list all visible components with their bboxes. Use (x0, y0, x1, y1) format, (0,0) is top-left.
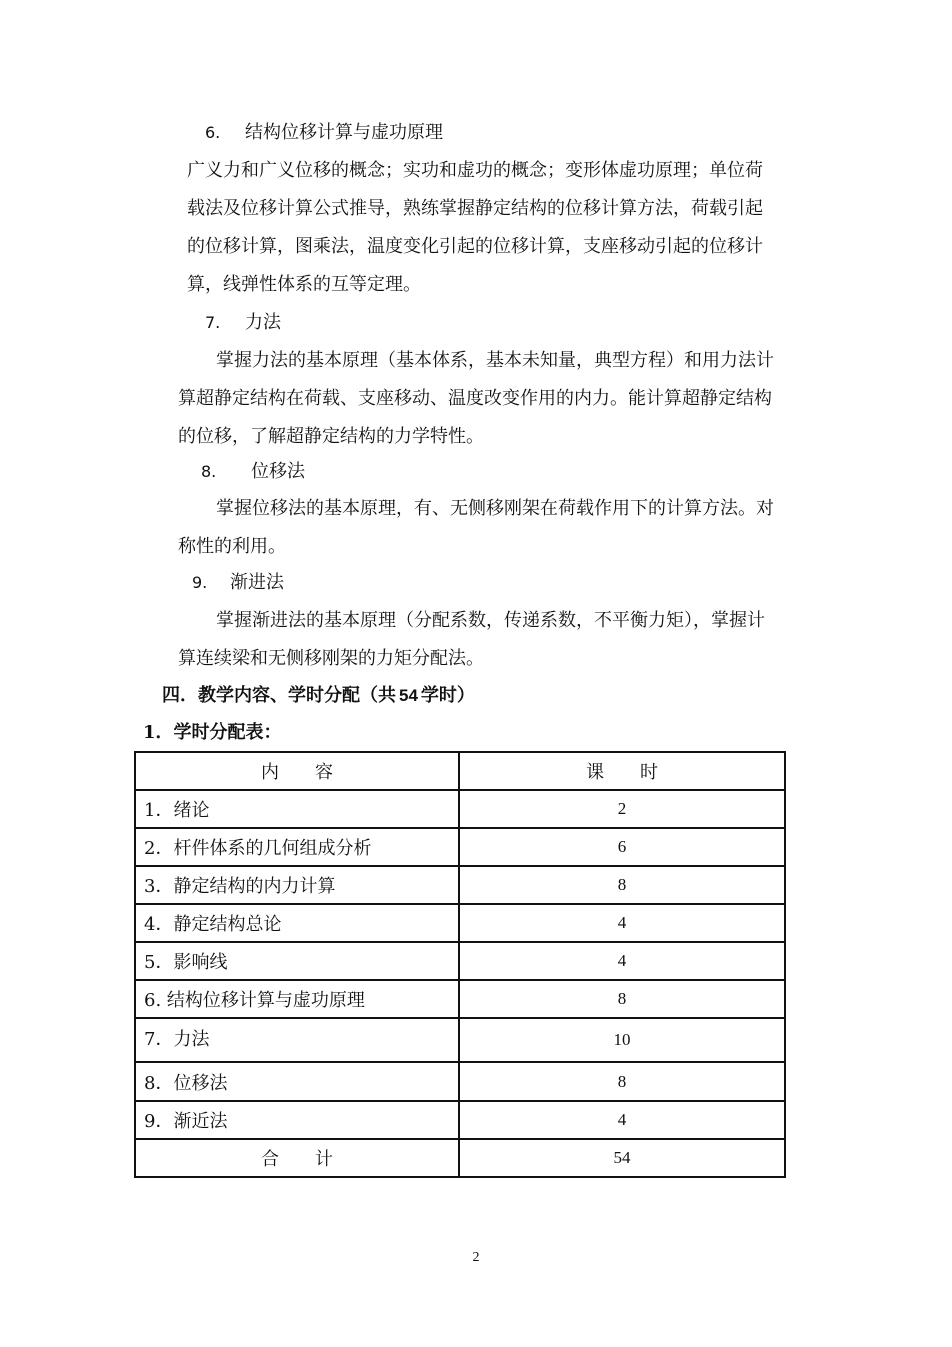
section-9-title: 渐进法 (230, 572, 284, 593)
table-row (135, 1018, 785, 1062)
header-hours: 课 时 (459, 752, 785, 790)
row-content: 6. 结构位移计算与虚功原理 (135, 980, 459, 1018)
row-content: 1．绪论 (135, 790, 459, 828)
table-row (135, 904, 785, 942)
section-8-number: 8. (201, 462, 217, 481)
row-content: 5．影响线 (135, 942, 459, 980)
row-hours: 4 (459, 942, 785, 980)
section-6-line-1: 广义力和广义位移的概念；实功和虚功的概念；变形体虚功原理；单位荷 (187, 160, 763, 181)
section-8-line-2: 称性的利用。 (178, 536, 286, 557)
section-6-line-4: 算，线弹性体系的互等定理。 (187, 274, 421, 295)
row-content: 3．静定结构的内力计算 (135, 866, 459, 904)
table-row (135, 942, 785, 980)
section-8-heading (201, 460, 305, 484)
table-header-row (135, 752, 785, 790)
header-content: 内 容 (135, 752, 459, 790)
row-content: 7．力法 (135, 1018, 459, 1062)
section-four-heading-suffix: 学时） (420, 685, 475, 706)
row-hours: 6 (459, 828, 785, 866)
section-9-line-1: 掌握渐进法的基本原理（分配系数，传递系数，不平衡力矩），掌握计 (216, 610, 765, 631)
row-content: 8．位移法 (135, 1062, 459, 1101)
table-row (135, 1062, 785, 1101)
section-7-line-2: 算超静定结构在荷载、支座移动、温度改变作用的内力。能计算超静定结构 (178, 388, 772, 409)
section-6-line-2: 载法及位移计算公式推导，熟练掌握静定结构的位移计算方法，荷载引起 (187, 198, 763, 219)
section-7-number: 7. (205, 313, 221, 332)
total-hours: 54 (459, 1139, 785, 1177)
section-four-total-hours: 54 (399, 686, 418, 705)
section-four-heading-prefix: 四．教学内容、学时分配（共 (162, 685, 396, 706)
table-row (135, 1101, 785, 1139)
row-content: 2．杆件体系的几何组成分析 (135, 828, 459, 866)
section-6-heading (205, 121, 443, 145)
section-7-line-1: 掌握力法的基本原理（基本体系，基本未知量，典型方程）和用力法计 (216, 350, 774, 371)
section-7-line-3: 的位移，了解超静定结构的力学特性。 (178, 426, 484, 447)
row-hours: 8 (459, 866, 785, 904)
section-8-line-1: 掌握位移法的基本原理，有、无侧移刚架在荷载作用下的计算方法。对 (216, 498, 774, 519)
section-four-heading (162, 684, 475, 708)
table-caption: 1．学时分配表： (143, 722, 282, 743)
section-8-title: 位移法 (251, 461, 305, 482)
row-hours: 8 (459, 980, 785, 1018)
section-9-heading (192, 571, 284, 595)
table-row (135, 866, 785, 904)
row-hours: 10 (459, 1018, 785, 1062)
table-row (135, 828, 785, 866)
row-content: 9．渐近法 (135, 1101, 459, 1139)
section-6-number: 6. (205, 123, 221, 142)
row-hours: 8 (459, 1062, 785, 1101)
page-number: 2 (472, 1250, 480, 1265)
table-row (135, 980, 785, 1018)
section-7-title: 力法 (245, 312, 281, 333)
row-content: 4．静定结构总论 (135, 904, 459, 942)
row-hours: 4 (459, 1101, 785, 1139)
row-hours: 4 (459, 904, 785, 942)
total-label: 合 计 (135, 1139, 459, 1177)
table-row (135, 790, 785, 828)
section-7-heading (205, 311, 281, 335)
hours-allocation-table (134, 751, 786, 1178)
section-9-number: 9. (192, 573, 208, 592)
section-6-line-3: 的位移计算，图乘法，温度变化引起的位移计算，支座移动引起的位移计 (187, 236, 763, 257)
table-total-row (135, 1139, 785, 1177)
section-6-title: 结构位移计算与虚功原理 (245, 122, 443, 143)
section-9-line-2: 算连续梁和无侧移刚架的力矩分配法。 (178, 648, 484, 669)
row-hours: 2 (459, 790, 785, 828)
